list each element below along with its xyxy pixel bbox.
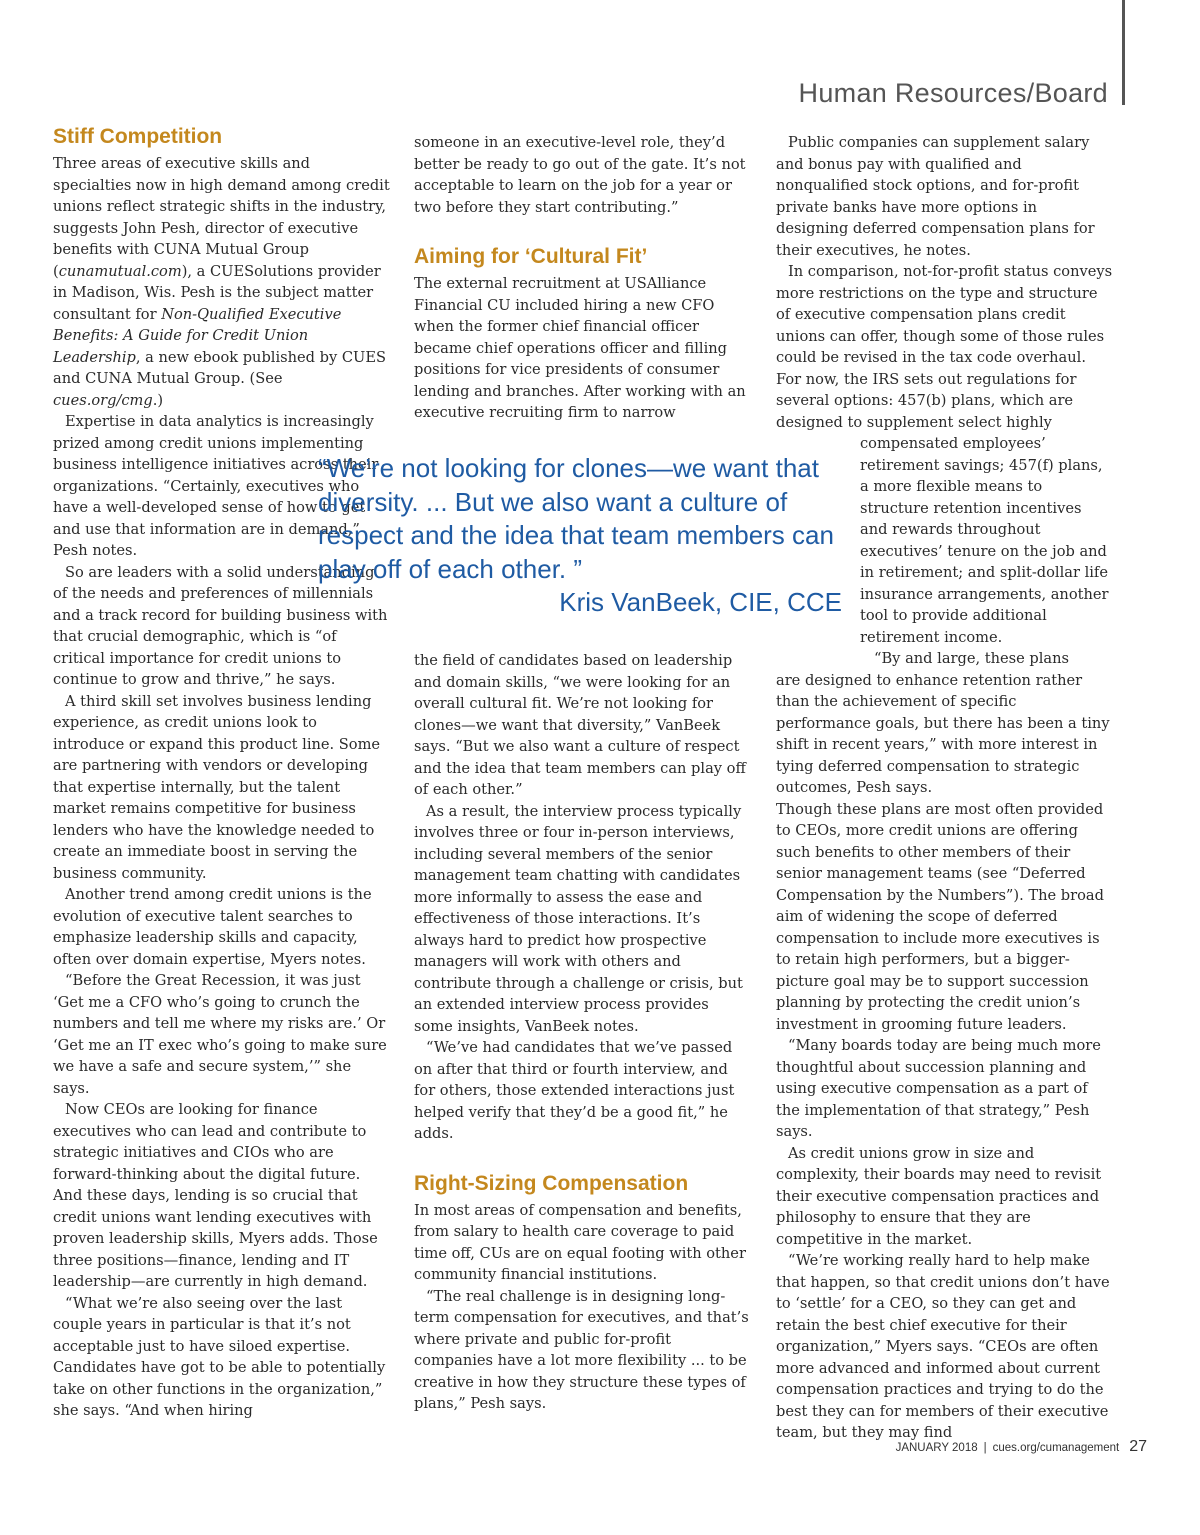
paragraph: Public companies can supplement salary and bonus pay with qualified and nonqualified stock options, and for-profit private banks have more options in designing deferred compensation plans for their executives, he notes. [776, 134, 1095, 259]
paragraph: “Many boards today are being much more thoughtful about succession planning and using executive compensation as a part of the implementation of that strategy,” Pesh says. [776, 1037, 1101, 1140]
paragraph: someone in an executive-level role, they’d better be ready to go out of the gate. It’s not acceptable to learn on the job for a year or two before they start contributing.” [414, 134, 746, 216]
paragraph: So are leaders with a solid understanding of the needs and preferences of millennials and a track record for building business with that crucial demographic, which is “of critical importance for credit unions to continue to grow and thrive,” he says. [53, 563, 388, 688]
paragraph: Expertise in data analytics is increasingly prized among credit unions implementing business intelligence initiatives across their organizations. “Certainly, executives who have a well-developed sense of how to get and use that information are in demand,” Pesh notes. [53, 413, 379, 559]
divider: | [983, 1442, 987, 1454]
paragraph: Though these plans are most often provided to CEOs, more credit unions are offering such benefits to other members of their senior management teams (see “Deferred Compensation by the Numbers”). The broad aim of widening the scope of deferred compensation to include more executives is to retain high performers, but a bigger-picture goal may be to support succession planning by protecting the credit union’s investment in grooming future leaders. [776, 800, 1104, 1033]
pull-quote [318, 452, 848, 620]
heading-cultural-fit: Aiming for ‘Cultural Fit’ [414, 245, 648, 268]
link-cunamutual[interactable]: cunamutual.com [58, 262, 182, 280]
paragraph: Another trend among credit unions is the evolution of executive talent searches to emphasize leadership skills and capacity, often over domain expertise, Myers notes. [53, 886, 372, 968]
paragraph: “We’re working really hard to help make that happen, so that credit unions don’t have to ‘settle’ for a CEO, so they can get and retain the best chief executive for their organization,” Myers says. “CEOs are often more advanced and informed about current compensation practices and trying to do the best they can for members of their executive team, but they may find [776, 1252, 1110, 1441]
paragraph: “The real challenge is in designing long-term compensation for executives, and that’s where private and public for-profit companies have a lot more flexibility ... to be creative in how they structure these types of plans,” Pesh says. [414, 1287, 749, 1412]
pull-quote-text: “We’re not looking for clones—we want that diversity. ... But we also want a culture of respect and the idea that team members can play off of each other. ” [318, 453, 834, 584]
heading-stiff-competition: Stiff Competition [53, 125, 223, 148]
column-2-lower [414, 650, 752, 1415]
paragraph: In comparison, not-for-profit status conveys more restrictions on the type and structure of executive compensation plans credit unions can offer, though some of those rules could be revised in the tax code overhaul. For now, the IRS sets out regulations for several options: 457(b) plans, which are designed to supplement select highly [776, 263, 1113, 431]
column-3 [776, 124, 1113, 1444]
paragraph: The external recruitment at USAlliance Financial CU included hiring a new CFO when the former chief financial officer became chief operations officer and filling positions for vice presidents of consumer lending and branches. After working with an executive recruiting firm to narrow [414, 275, 746, 421]
paragraph: compensated employees’ retirement savings; 457(f) plans, a more flexible means to structure retention incentives and rewards throughout executives’ tenure on the job and in retirement; and split-dollar life insurance arrangements, another tool to provide additional retirement income. [860, 435, 1109, 646]
link-cues-cmg[interactable]: cues.org/cmg [53, 391, 153, 409]
paragraph: “Before the Great Recession, it was just ‘Get me a CFO who’s going to crunch the numbers and tell me where my risks are.’ Or ‘Get me an IT exec who’s going to make sure we have a safe and secure system,’” she says. [53, 972, 387, 1097]
paragraph: As credit unions grow in size and complexity, their boards may need to revisit their executive compensation practices and philosophy to ensure that they are competitive in the market. [776, 1144, 1102, 1248]
page-number: 27 [1129, 1438, 1147, 1455]
folio [896, 1438, 1147, 1456]
issue-date: JANUARY 2018 [895, 1442, 978, 1454]
paragraph: In most areas of compensation and benefits, from salary to health care coverage to paid time off, CUs are on equal footing with other community financial institutions. [414, 1201, 746, 1283]
footer-url[interactable]: cues.org/cumanagement [992, 1442, 1120, 1454]
header-rule [1122, 0, 1125, 105]
paragraph: “We’ve had candidates that we’ve passed on after that third or fourth interview, and for others, those extended interactions just helped verify that they’d be a good fit,” he adds. [414, 1039, 735, 1142]
paragraph: A third skill set involves business lending experience, as credit unions look to introduce or expand this product line. Some are partnering with vendors or developing that expertise internally, but the talent market remains competitive for business lenders who have the knowledge needed to create an immediate boost in serving the business community. [53, 692, 381, 882]
pull-quote-attribution: Kris VanBeek, CIE, CCE [559, 587, 842, 617]
paragraph: the field of candidates based on leadership and domain skills, “we were looking for an overall cultural fit. We’re not looking for clones—we want that diversity,” VanBeek says. “But we also want a culture of respect and the idea that team members can play off of each other.” [414, 652, 746, 798]
ebook-title: Non-Qualified Executive Benefits: A Guide for Credit Union Leadership [53, 305, 342, 366]
paragraph: As a result, the interview process typically involves three or four in-person interviews, including several members of the senior management team chatting with candidates more informally to assess the ease and effectiveness of those interactions. It’s always hard to predict how prospective managers will work with others and contribute through a challenge or crisis, but an extended interview process provides some insights, VanBeek notes. [414, 802, 743, 1035]
column-1 [53, 124, 391, 1422]
paragraph: Three areas of executive skills and specialties now in high demand among credit unions reflect strategic shifts in the industry, suggests John Pesh, director of executive benefits with CUNA Mutual Group (cunamutual.com), a CUESolutions provider in Madison, Wis. Pesh is the subject matter consultant for Non-Qualified Executive Benefits: A Guide for Credit Union Leadership, a new ebook published by CUES and CUNA Mutual Group. (See cues.org/cmg.) [53, 155, 390, 409]
paragraph: Now CEOs are looking for finance executives who can lead and contribute to strategic initiatives and CIOs who are forward-thinking about the digital future. And these days, lending is so crucial that credit unions want lending executives with proven leadership skills, Myers adds. Those three positions—finance, lending and IT leadership—are currently in high demand. [53, 1101, 378, 1290]
heading-right-sizing: Right-Sizing Compensation [414, 1171, 689, 1195]
paragraph: are designed to enhance retention rather than the achievement of specific performance goals, but there has been a tiny shift in recent years,” with more interest in tying deferred compensation to strategic outcomes, Pesh says. [776, 671, 1110, 796]
paragraph: “What we’re also seeing over the last couple years in particular is that it’s not acceptable just to have siloed expertise. Candidates have got to be able to potentially take on other functions in the organization,” she says. “And when hiring [53, 1294, 386, 1419]
section-label: Human Resources/Board [798, 78, 1108, 108]
paragraph: “By and large, these plans [874, 650, 1070, 667]
